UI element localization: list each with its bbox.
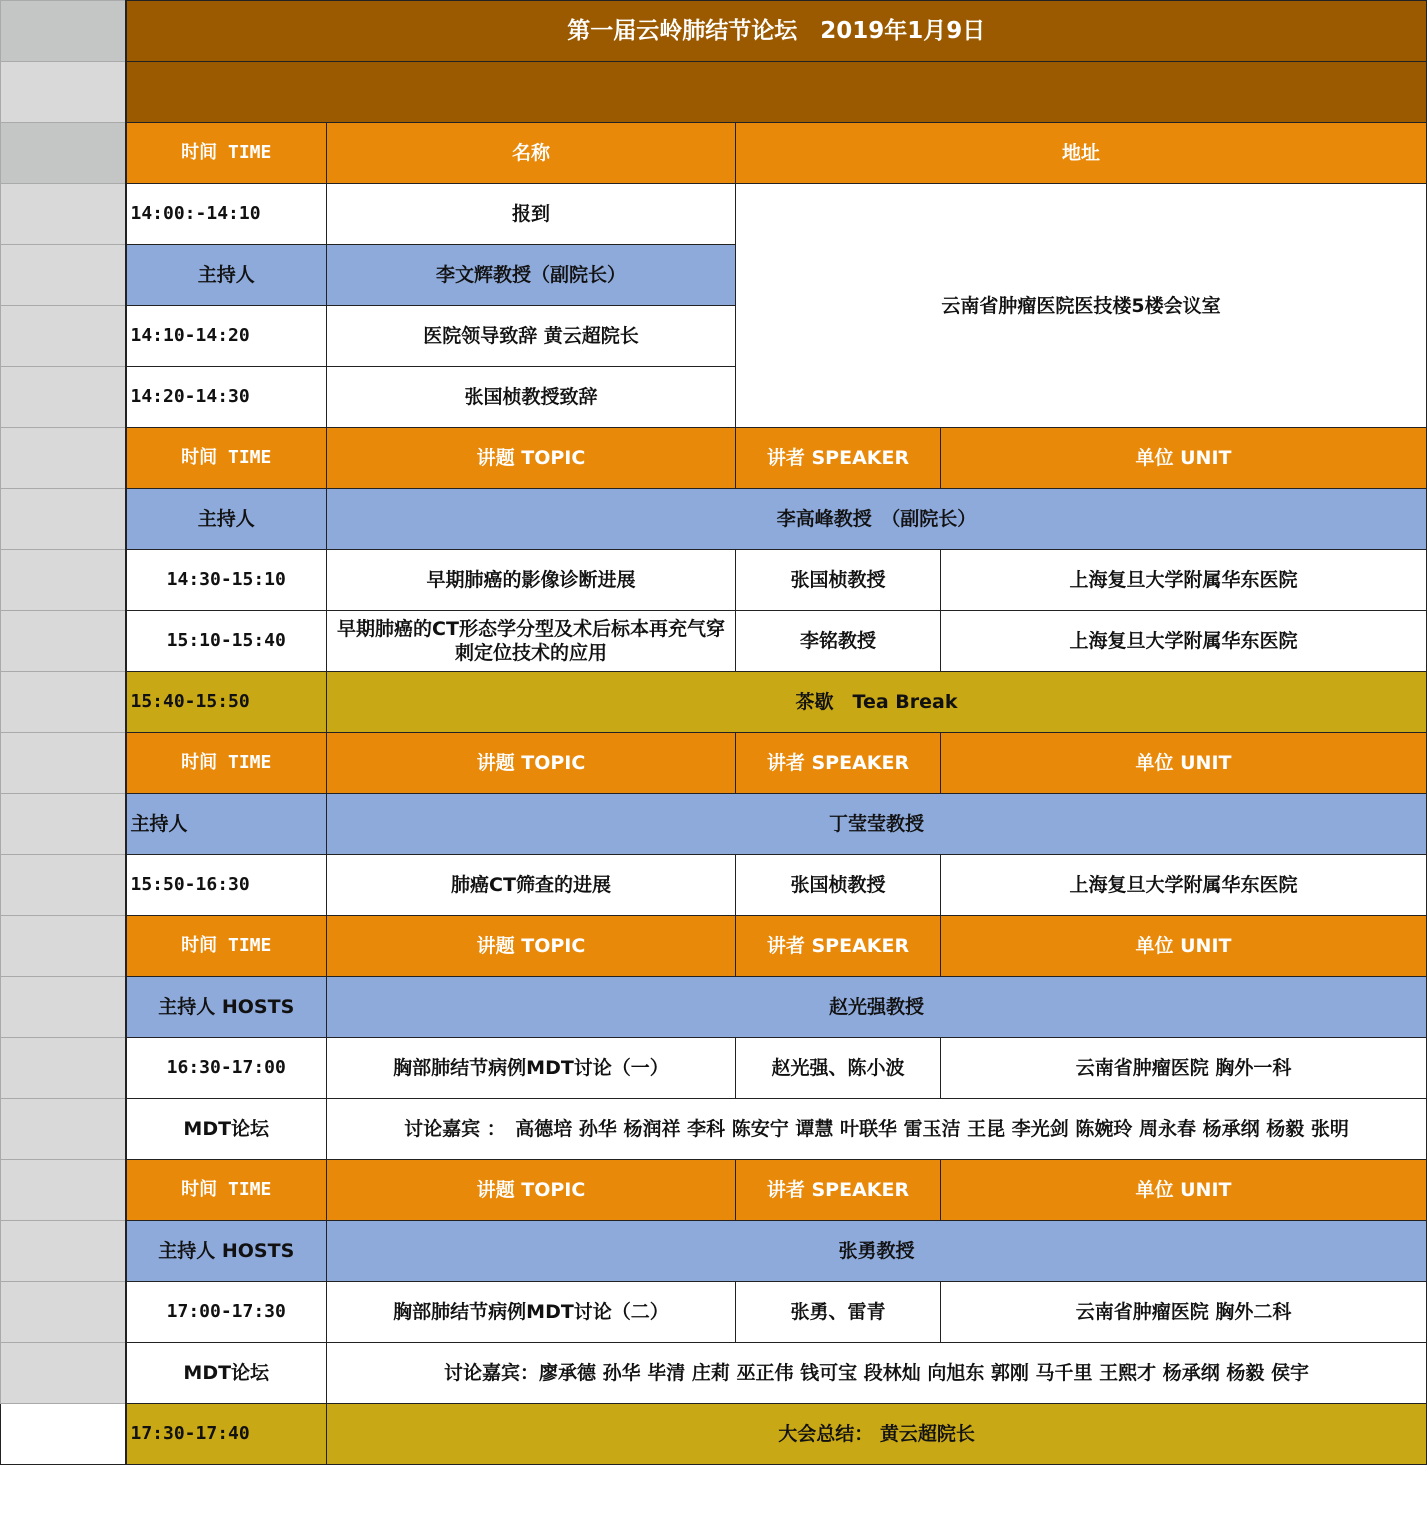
speaker-cell: 张国桢教授 xyxy=(736,855,941,916)
header-time: 时间 TIME xyxy=(126,733,327,794)
row-gutter xyxy=(1,550,126,611)
row-gutter xyxy=(1,1099,126,1160)
row-gutter xyxy=(1,977,126,1038)
row-gutter xyxy=(1,1343,126,1404)
mdt-label: MDT论坛 xyxy=(126,1099,327,1160)
time-cell: 16:30-17:00 xyxy=(126,1038,327,1099)
time-cell: 14:10-14:20 xyxy=(126,306,327,367)
closing-time: 17:30-17:40 xyxy=(126,1404,327,1465)
unit-cell: 上海复旦大学附属华东医院 xyxy=(941,550,1427,611)
host-label: 主持人 HOSTS xyxy=(126,977,327,1038)
header-time: 时间 TIME xyxy=(126,123,327,184)
header-topic: 讲题 TOPIC xyxy=(327,1160,736,1221)
host-name: 丁莹莹教授 xyxy=(327,794,1427,855)
header-name: 名称 xyxy=(327,123,736,184)
unit-cell: 上海复旦大学附属华东医院 xyxy=(941,611,1427,672)
name-cell: 医院领导致辞 黄云超院长 xyxy=(327,306,736,367)
topic-cell: 肺癌CT筛查的进展 xyxy=(327,855,736,916)
host-name: 赵光强教授 xyxy=(327,977,1427,1038)
mdt-guests: 讨论嘉宾 ： 高德培 孙华 杨润祥 李科 陈安宁 谭慧 叶联华 雷玉洁 王昆 李光剑 陈婉玲 周永春 杨承纲 杨毅 张明 xyxy=(327,1099,1427,1160)
host-label: 主持人 xyxy=(126,489,327,550)
host-name: 李高峰教授 （副院长） xyxy=(327,489,1427,550)
time-cell: 14:20-14:30 xyxy=(126,367,327,428)
row-gutter xyxy=(1,1160,126,1221)
unit-cell: 云南省肿瘤医院 胸外一科 xyxy=(941,1038,1427,1099)
speaker-cell: 张勇、雷青 xyxy=(736,1282,941,1343)
mdt-label: MDT论坛 xyxy=(126,1343,327,1404)
row-gutter xyxy=(1,367,126,428)
unit-cell: 上海复旦大学附属华东医院 xyxy=(941,855,1427,916)
topic-cell: 早期肺癌的CT形态学分型及术后标本再充气穿刺定位技术的应用 xyxy=(327,611,736,672)
header-topic: 讲题 TOPIC xyxy=(327,428,736,489)
closing-summary: 大会总结： 黄云超院长 xyxy=(327,1404,1427,1465)
host-label: 主持人 xyxy=(126,245,327,306)
speaker-cell: 李铭教授 xyxy=(736,611,941,672)
header-address: 地址 xyxy=(736,123,1427,184)
header-topic: 讲题 TOPIC xyxy=(327,733,736,794)
topic-cell: 早期肺癌的影像诊断进展 xyxy=(327,550,736,611)
break-time: 15:40-15:50 xyxy=(126,672,327,733)
host-label: 主持人 HOSTS xyxy=(126,1221,327,1282)
header-unit: 单位 UNIT xyxy=(941,733,1427,794)
unit-cell: 云南省肿瘤医院 胸外二科 xyxy=(941,1282,1427,1343)
row-gutter xyxy=(1,1404,126,1465)
time-cell: 14:00:-14:10 xyxy=(126,184,327,245)
host-name: 李文辉教授（副院长） xyxy=(327,245,736,306)
time-cell: 14:30-15:10 xyxy=(126,550,327,611)
header-time: 时间 TIME xyxy=(126,1160,327,1221)
row-gutter xyxy=(1,794,126,855)
title-band xyxy=(126,62,1427,123)
row-gutter xyxy=(1,1282,126,1343)
topic-cell: 胸部肺结节病例MDT讨论（二） xyxy=(327,1282,736,1343)
name-cell: 报到 xyxy=(327,184,736,245)
header-unit: 单位 UNIT xyxy=(941,1160,1427,1221)
row-gutter xyxy=(1,672,126,733)
time-cell: 17:00-17:30 xyxy=(126,1282,327,1343)
row-gutter xyxy=(1,184,126,245)
page-title: 第一届云岭肺结节论坛 2019年1月9日 xyxy=(126,1,1427,62)
row-gutter xyxy=(1,306,126,367)
row-gutter xyxy=(1,1038,126,1099)
time-cell: 15:50-16:30 xyxy=(126,855,327,916)
row-gutter xyxy=(1,855,126,916)
row-gutter xyxy=(1,245,126,306)
topic-cell: 胸部肺结节病例MDT讨论（一） xyxy=(327,1038,736,1099)
tea-break: 茶歇 Tea Break xyxy=(327,672,1427,733)
row-gutter xyxy=(1,916,126,977)
mdt-guests: 讨论嘉宾：廖承德 孙华 毕清 庄莉 巫正伟 钱可宝 段林灿 向旭东 郭刚 马千里 王熙才 杨承纲 杨毅 侯宇 xyxy=(327,1343,1427,1404)
header-topic: 讲题 TOPIC xyxy=(327,916,736,977)
name-cell: 张国桢教授致辞 xyxy=(327,367,736,428)
time-cell: 15:10-15:40 xyxy=(126,611,327,672)
header-unit: 单位 UNIT xyxy=(941,916,1427,977)
row-gutter xyxy=(1,1,126,62)
speaker-cell: 赵光强、陈小波 xyxy=(736,1038,941,1099)
header-speaker: 讲者 SPEAKER xyxy=(736,428,941,489)
host-name: 张勇教授 xyxy=(327,1221,1427,1282)
row-gutter xyxy=(1,428,126,489)
header-speaker: 讲者 SPEAKER xyxy=(736,733,941,794)
row-gutter xyxy=(1,733,126,794)
header-speaker: 讲者 SPEAKER xyxy=(736,916,941,977)
header-speaker: 讲者 SPEAKER xyxy=(736,1160,941,1221)
row-gutter xyxy=(1,489,126,550)
row-gutter xyxy=(1,123,126,184)
host-label: 主持人 xyxy=(126,794,327,855)
row-gutter xyxy=(1,611,126,672)
address-cell: 云南省肿瘤医院医技楼5楼会议室 xyxy=(736,184,1427,428)
header-time: 时间 TIME xyxy=(126,428,327,489)
row-gutter xyxy=(1,62,126,123)
speaker-cell: 张国桢教授 xyxy=(736,550,941,611)
row-gutter xyxy=(1,1221,126,1282)
header-unit: 单位 UNIT xyxy=(941,428,1427,489)
header-time: 时间 TIME xyxy=(126,916,327,977)
